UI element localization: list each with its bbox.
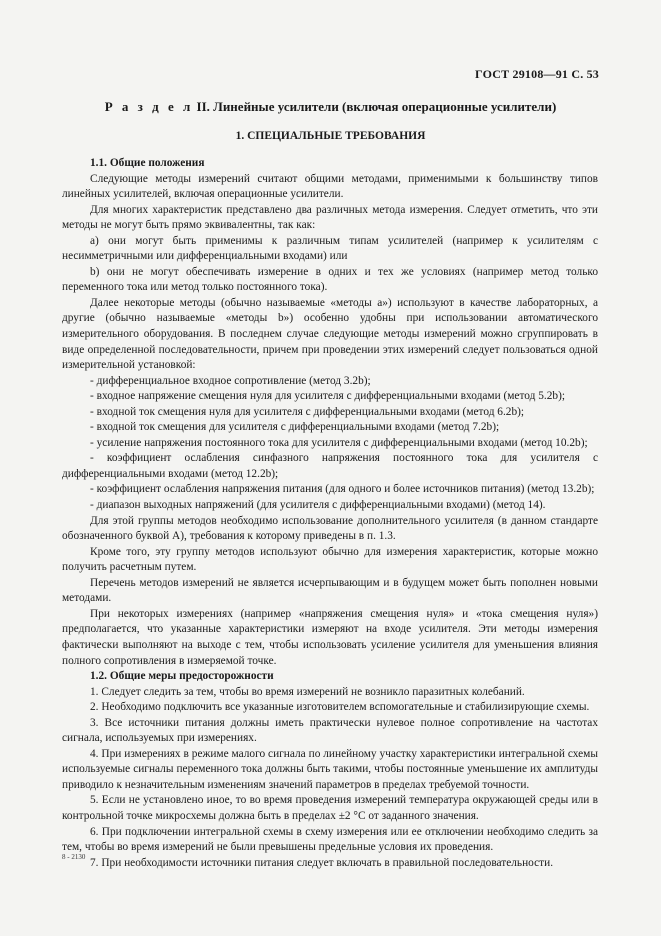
paragraph: 2. Необходимо подключить все указанные изготовителем вспомогательные и стабилизирующие схемы. (90, 701, 590, 714)
paragraph: Для многих характеристик представлено два различных метода измерения. Следует отметить, что эти методы не могут быть прямо эквивалентны, так как: (62, 203, 598, 232)
paragraph: 4. При измерениях в режиме малого сигнала по линейному участку характеристики интегральной схемы используемые сигналы переменного тока должны быть такими, чтобы постоянные уменьшение их амплитуды приводило к незначительным изменениям значений параметров в пределах требуемой точности. (62, 747, 598, 791)
paragraph: - диапазон выходных напряжений (для усилителя с дифференциальными входами) (метод 14). (90, 499, 546, 512)
section-name: II. Линейные усилители (включая операционные усилители) (193, 99, 557, 114)
paragraph: При некоторых измерениях (например «напряжения смещения нуля» и «тока смещения нуля») предполагается, что указанные характеристики измеряют на входе усилителя. Эти методы измерения фактически выполняют на выходе с тем, чтобы использовать усиление усилителя для уменьшения влияния полного сопротивления в измеряемой точке. (62, 607, 598, 667)
paragraph: 7. При необходимости источники питания следует включать в правильной последовательности. (90, 856, 554, 869)
paragraph: - коэффициент ослабления синфазного напряжения постоянного тока для усилителя с дифференциальными входами (метод 12.2b); (62, 452, 598, 480)
section-title (0, 99, 661, 115)
chapter-title: 1. СПЕЦИАЛЬНЫЕ ТРЕБОВАНИЯ (235, 130, 426, 142)
paragraph: 3. Все источники питания должны иметь практически нулевое полное сопротивление на частотах сигнала, используемых при измерениях. (62, 716, 598, 745)
page-header: ГОСТ 29108—91 С. 53 (475, 67, 599, 81)
paragraph: Перечень методов измерений не является исчерпывающим и в будущем может быть пополнен новыми методами. (62, 576, 598, 605)
paragraph: a) они могут быть применимы к различным типам усилителей (например к усилителям с несимметричными или дифференциальными входами) или (62, 234, 598, 263)
paragraph: - входной ток смещения нуля для усилителя с дифференциальными входами (метод 6.2b); (90, 405, 525, 418)
body-text (62, 156, 598, 871)
section-prefix: Р а з д е л (104, 99, 194, 114)
paragraph: - усиление напряжения постоянного тока для усилителя с дифференциальными входами (метод 10.2b); (90, 436, 588, 449)
paragraph: b) они не могут обеспечивать измерение в одних и тех же условиях (например метод только переменного тока или метод только постоянного тока). (62, 265, 598, 294)
subsection-heading: 1.1. Общие положения (90, 157, 205, 169)
paragraph: - входной ток смещения для усилителя с дифференциальными входами (метод 7.2b); (90, 421, 500, 434)
paragraph: Кроме того, эту группу методов используют обычно для измерения характеристик, которые можно получить расчетным путем. (62, 545, 598, 574)
paragraph: - входное напряжение смещения нуля для усилителя с дифференциальными входами (метод 5.2b); (90, 390, 566, 403)
page-footer-code: 8 - 2130 (62, 853, 86, 861)
paragraph: - дифференциальное входное сопротивление (метод 3.2b); (90, 374, 371, 387)
paragraph: Следующие методы измерений считают общими методами, применимыми к большинству типов линейных усилителей, включая операционные усилители. (62, 172, 598, 201)
paragraph: - коэффициент ослабления напряжения питания (для одного и более источников питания) (метод 13.2b); (90, 483, 595, 496)
subsection-heading: 1.2. Общие меры предосторожности (90, 670, 274, 683)
paragraph: 1. Следует следить за тем, чтобы во время измерений не возникло паразитных колебаний. (90, 685, 525, 698)
paragraph: Для этой группы методов необходимо использование дополнительного усилителя (в данном стандарте обозначенного буквой А), требования к которому приведены в п. 1.3. (62, 514, 598, 543)
paragraph: Далее некоторые методы (обычно называемые «методы a») используют в качестве лабораторных, а другие (обычно называемые «методы b») особенно удобны при использовании автоматического измерительного оборудования. В последнем случае следующие методы измерений можно сгруппировать в виде определенной последовательности, причем при проведении этих измерений следует пользоваться одной измерительной установкой: (62, 296, 598, 372)
paragraph: 5. Если не установлено иное, то во время проведения измерений температура окружающей среды или в контрольной точке микросхемы должна быть в пределах ±2 °С от заданного значения. (62, 794, 598, 822)
paragraph: 6. При подключении интегральной схемы в схему измерения или ее отключении необходимо следить за тем, чтобы во время измерений не были превышены предельные условия их проведения. (62, 825, 598, 854)
